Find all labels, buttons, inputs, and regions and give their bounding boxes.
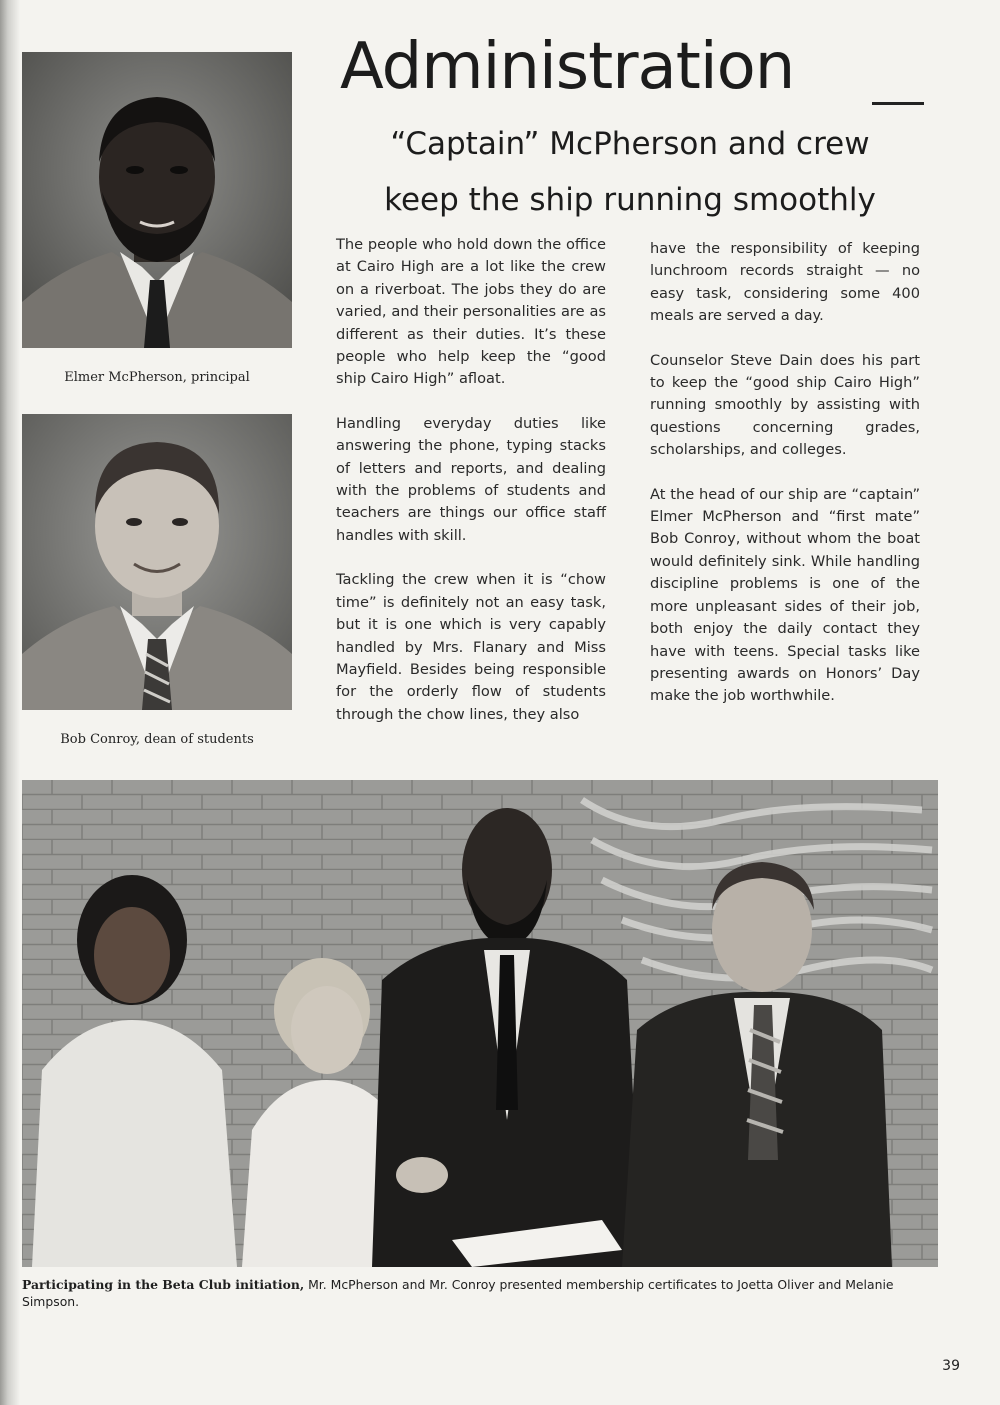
page-number: 39	[942, 1358, 960, 1374]
page-title: Administration	[340, 30, 795, 104]
article-paragraph: Tackling the crew when it is “chow time” is definitely not an easy task, but it is one which is very capably handled by Mrs. Flanary and Miss Mayfield. Besides being responsible for the orderly flow of students through the chow lines, they also	[336, 571, 606, 723]
portrait-caption-dean: Bob Conroy, dean of students	[60, 732, 254, 747]
subtitle-line-1: “Captain” McPherson and crew	[390, 126, 870, 162]
title-underline-rule	[872, 102, 924, 105]
article-paragraph: The people who hold down the office at Cairo High are a lot like the crew on a riverboat. The jobs they do are varied, and their personalities are as different as their duties. It’s these people who help keep the “good ship Cairo High” afloat.	[336, 236, 606, 388]
article-column-1	[336, 234, 606, 748]
portrait-photo-icon	[22, 414, 292, 710]
caption-body: Mr. McPherson and Mr. Conroy presented membership certificates to Joetta Oliver and Melanie Simpson.	[22, 1277, 894, 1309]
subtitle-line-2: keep the ship running smoothly	[384, 182, 876, 218]
group-photo-caption	[22, 1276, 942, 1310]
portrait-caption-principal: Elmer McPherson, principal	[64, 370, 250, 385]
article-paragraph: have the responsibility of keeping lunchroom records straight — no easy task, considering some 400 meals are served a day.	[650, 240, 920, 325]
group-photo-icon	[22, 780, 938, 1267]
page-binding-shadow	[0, 0, 20, 1405]
portrait-photo-icon	[22, 52, 292, 348]
article-paragraph: Counselor Steve Dain does his part to keep the “good ship Cairo High” running smoothly by assisting with questions concerning grades, scholarships, and colleges.	[650, 351, 920, 459]
portrait-elmer-mcpherson	[22, 52, 292, 348]
group-photo-beta-club	[22, 780, 938, 1267]
article-column-2	[650, 238, 920, 730]
portrait-bob-conroy	[22, 414, 292, 710]
caption-lead: Participating in the Beta Club initiation,	[22, 1277, 305, 1292]
article-paragraph: Handling everyday duties like answering the phone, typing stacks of letters and reports, and dealing with the problems of students and teachers are things our office staff handles with skill.	[336, 414, 606, 544]
article-paragraph: At the head of our ship are “captain” Elmer McPherson and “first mate” Bob Conroy, without whom the boat would definitely sink. While handling discipline problems is one of the more unpleasant sides of their job, both enjoy the daily contact they have with teens. Special tasks like presenting awards on Honors’ Day make the job worthwhile.	[650, 485, 920, 705]
